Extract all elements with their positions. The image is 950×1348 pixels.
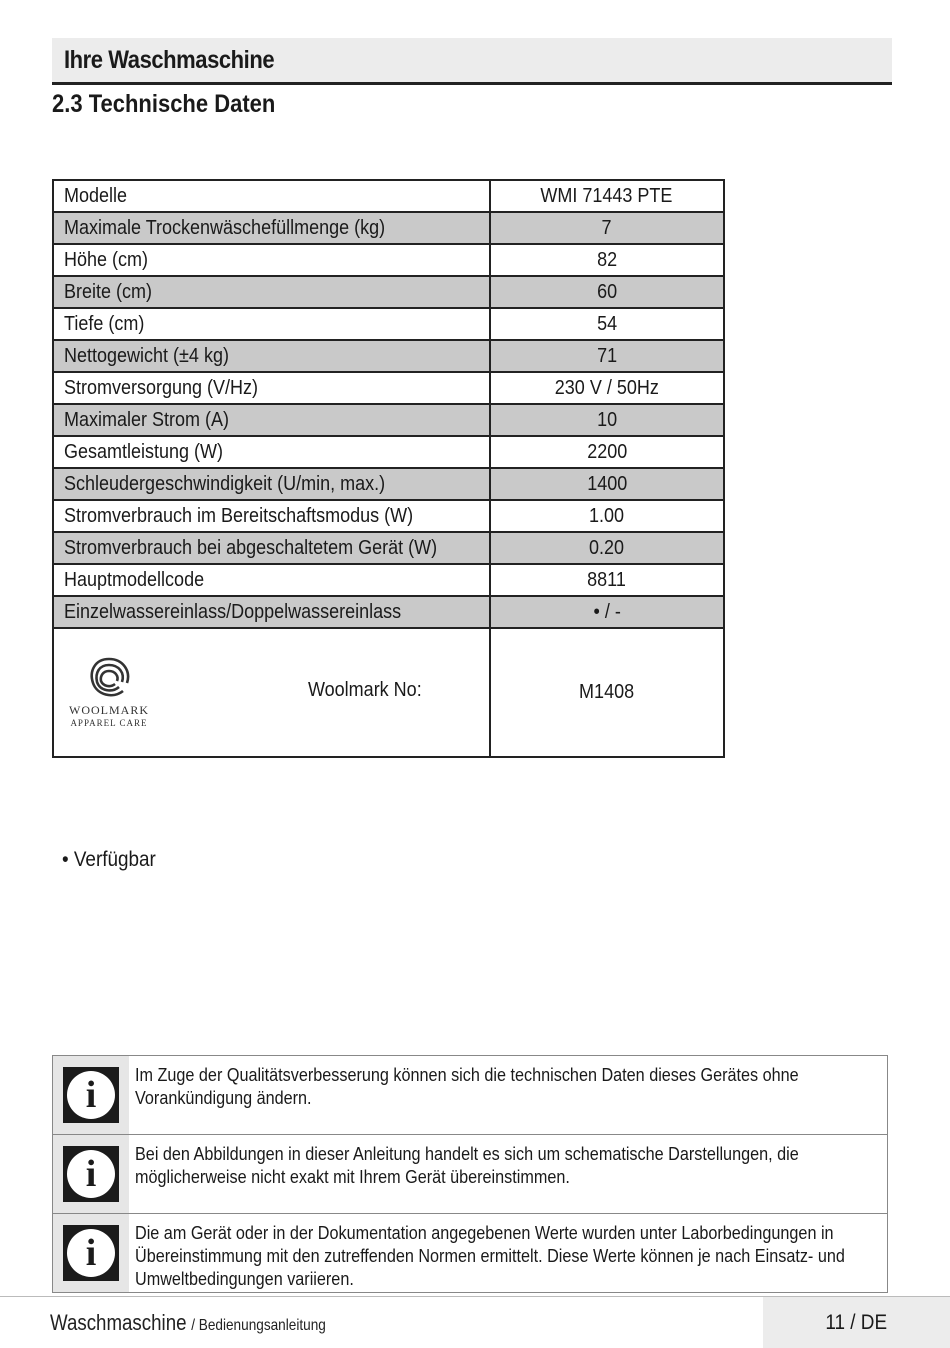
spec-value-cell — [490, 436, 724, 468]
spec-value-cell — [490, 276, 724, 308]
spec-label-cell — [53, 212, 490, 244]
chapter-title: Ihre Waschmaschine — [64, 46, 275, 74]
woolmark-label-cell — [53, 628, 490, 757]
note-icon-cell — [53, 1135, 129, 1213]
table-row — [53, 564, 724, 596]
woolmark-swirl-icon — [85, 655, 133, 701]
footer-doc-subtitle: / Bedienungsanleitung — [191, 1317, 326, 1334]
spec-label-cell — [53, 596, 490, 628]
technical-data-table — [52, 179, 725, 758]
spec-label: Modelle — [64, 184, 128, 207]
notes-box — [52, 1055, 888, 1293]
spec-value: 230 V / 50Hz — [554, 376, 659, 399]
spec-value-cell — [490, 212, 724, 244]
spec-label: Breite (cm) — [64, 280, 153, 303]
spec-label: Maximaler Strom (A) — [64, 408, 230, 431]
note-text: Im Zuge der Qualitätsverbesserung können sich die technischen Daten dieses Gerätes ohne Vorankündigung ändern. — [135, 1065, 799, 1108]
spec-label: Hauptmodellcode — [64, 568, 205, 591]
spec-label: Schleudergeschwindigkeit (U/min, max.) — [64, 472, 386, 495]
spec-label-cell — [53, 564, 490, 596]
table-row — [53, 308, 724, 340]
spec-value: 54 — [596, 312, 617, 335]
spec-value: 1.00 — [589, 504, 625, 527]
table-row — [53, 244, 724, 276]
woolmark-value: M1408 — [579, 681, 635, 703]
section-title: 2.3 Technische Daten — [52, 90, 276, 118]
table-row — [53, 180, 724, 212]
note-row — [53, 1213, 887, 1292]
table-row — [53, 468, 724, 500]
note-icon-cell — [53, 1056, 129, 1134]
table-row — [53, 340, 724, 372]
table-row — [53, 372, 724, 404]
spec-label: Nettogewicht (±4 kg) — [64, 344, 229, 367]
woolmark-logo-name: WOOLMARK — [69, 703, 149, 717]
table-row — [53, 532, 724, 564]
spec-value-cell — [490, 468, 724, 500]
spec-value-cell — [490, 244, 724, 276]
table-row — [53, 212, 724, 244]
spec-value-cell — [490, 500, 724, 532]
spec-value-cell — [490, 564, 724, 596]
table-row — [53, 596, 724, 628]
spec-value: • / - — [593, 600, 621, 623]
spec-label-cell — [53, 276, 490, 308]
spec-value-cell — [490, 308, 724, 340]
spec-label-cell — [53, 500, 490, 532]
info-icon: i — [63, 1067, 119, 1123]
spec-label: Tiefe (cm) — [64, 312, 145, 335]
page-number-box — [763, 1297, 950, 1348]
technical-data-body — [53, 180, 724, 628]
spec-label-cell — [53, 308, 490, 340]
spec-label: Maximale Trockenwäschefüllmenge (kg) — [64, 216, 386, 239]
spec-label-cell — [53, 340, 490, 372]
spec-label: Stromverbrauch bei abgeschaltetem Gerät (W) — [64, 536, 438, 559]
woolmark-label-text: Woolmark No: — [308, 679, 422, 701]
spec-value-cell — [490, 340, 724, 372]
spec-value: 71 — [596, 344, 617, 367]
spec-label-cell — [53, 404, 490, 436]
note-text: Die am Gerät oder in der Dokumentation angegebenen Werte wurden unter Laborbedingungen in Übereinstimmung mit den zutreffenden Normen ermittelt. Diese Werte können je nach Einsatz- und Umweltbedingungen variieren. — [135, 1223, 845, 1289]
spec-label-cell — [53, 244, 490, 276]
spec-label-cell — [53, 372, 490, 404]
spec-label-cell — [53, 180, 490, 212]
info-icon: i — [63, 1146, 119, 1202]
spec-value: 7 — [601, 216, 612, 239]
woolmark-logo — [64, 655, 154, 728]
note-row — [53, 1134, 887, 1213]
spec-label-cell — [53, 468, 490, 500]
spec-value: 0.20 — [589, 536, 625, 559]
table-row — [53, 500, 724, 532]
table-row — [53, 404, 724, 436]
footer-doc-title: Waschmaschine — [50, 1310, 187, 1335]
spec-label: Gesamtleistung (W) — [64, 440, 224, 463]
note-text-cell — [129, 1056, 887, 1134]
spec-value-cell — [490, 372, 724, 404]
spec-value: 60 — [596, 280, 617, 303]
note-icon-cell — [53, 1214, 129, 1292]
chapter-header — [52, 38, 892, 85]
spec-label: Stromverbrauch im Bereitschaftsmodus (W) — [64, 504, 414, 527]
table-row — [53, 276, 724, 308]
table-row — [53, 436, 724, 468]
info-icon: i — [63, 1225, 119, 1281]
woolmark-row — [53, 628, 724, 757]
spec-value-cell — [490, 532, 724, 564]
spec-value: 1400 — [586, 472, 627, 495]
spec-value-cell — [490, 404, 724, 436]
page-number: 11 / DE — [825, 1310, 888, 1334]
spec-value: 10 — [596, 408, 617, 431]
spec-label: Höhe (cm) — [64, 248, 149, 271]
spec-label-cell — [53, 532, 490, 564]
spec-value: 8811 — [587, 568, 627, 591]
woolmark-logo-sub: APPAREL CARE — [70, 718, 148, 728]
woolmark-label — [308, 679, 434, 702]
legend-available: • Verfügbar — [62, 848, 156, 871]
spec-value-cell — [490, 596, 724, 628]
spec-label: Einzelwassereinlass/Doppelwassereinlass — [64, 600, 402, 623]
spec-value: WMI 71443 PTE — [540, 184, 673, 207]
spec-value: 82 — [596, 248, 617, 271]
note-text-cell — [129, 1214, 887, 1292]
spec-label: Stromversorgung (V/Hz) — [64, 376, 259, 399]
spec-label-cell — [53, 436, 490, 468]
footer-doc-name — [50, 1310, 326, 1336]
note-text: Bei den Abbildungen in dieser Anleitung handelt es sich um schematische Darstellungen, die möglicherweise nicht exakt mit Ihrem Gerät übereinstimmen. — [135, 1144, 799, 1187]
woolmark-value-cell — [490, 628, 724, 757]
spec-value-cell — [490, 180, 724, 212]
spec-value: 2200 — [586, 440, 627, 463]
note-row — [53, 1056, 887, 1134]
note-text-cell — [129, 1135, 887, 1213]
